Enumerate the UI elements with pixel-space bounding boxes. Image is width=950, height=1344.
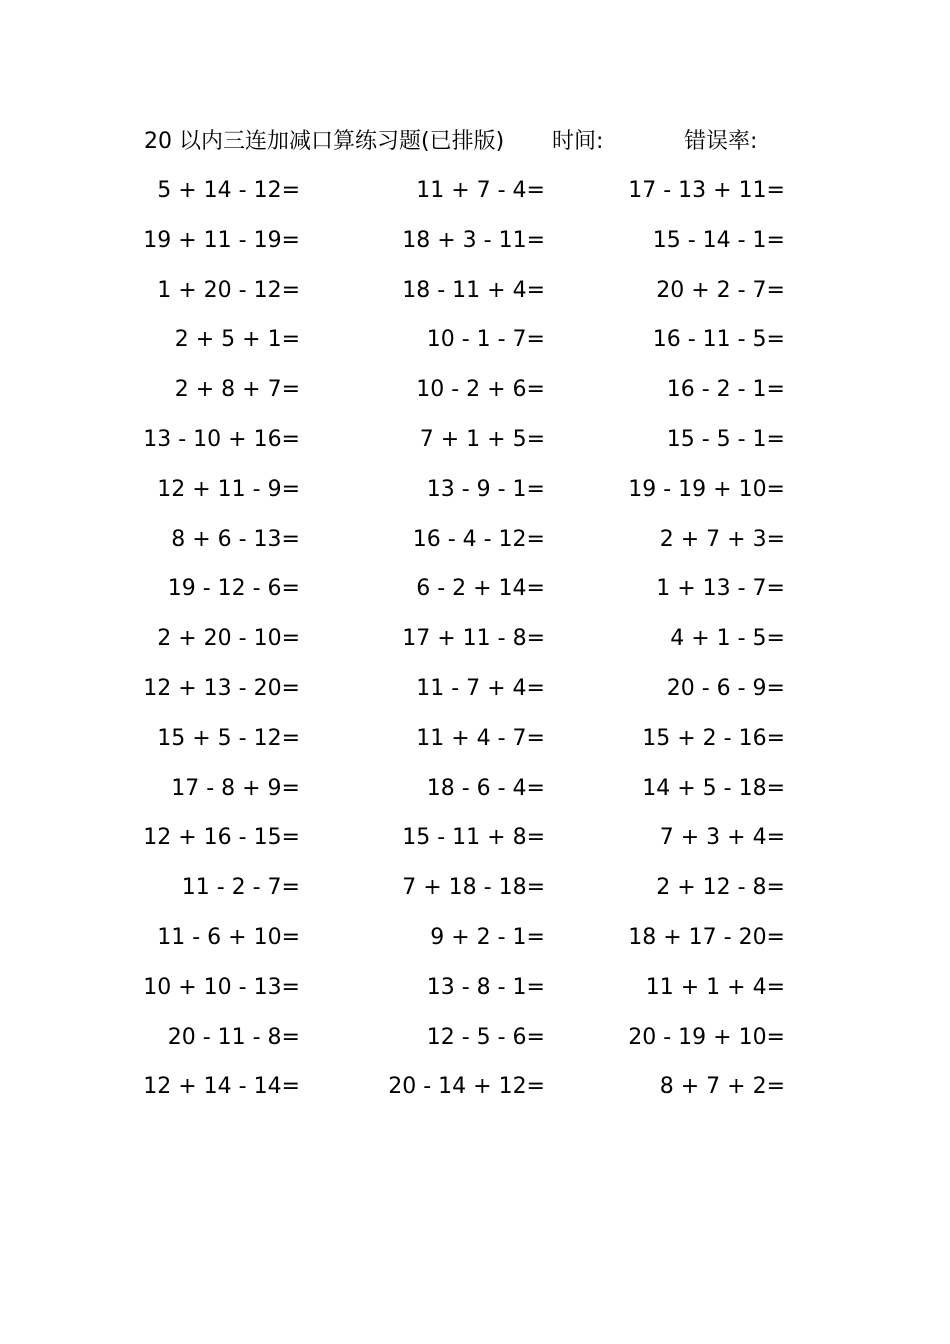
problem-grid bbox=[140, 174, 800, 1120]
arithmetic-problem: 19 - 12 - 6= bbox=[167, 576, 300, 602]
problem-row bbox=[140, 423, 800, 473]
arithmetic-problem: 20 - 14 + 12= bbox=[388, 1074, 545, 1100]
arithmetic-problem: 8 + 6 - 13= bbox=[171, 526, 300, 552]
arithmetic-problem: 14 + 5 - 18= bbox=[642, 775, 785, 801]
arithmetic-problem: 18 - 11 + 4= bbox=[402, 277, 545, 303]
problem-row bbox=[140, 772, 800, 822]
arithmetic-problem: 11 - 7 + 4= bbox=[416, 675, 545, 701]
arithmetic-problem: 11 + 7 - 4= bbox=[416, 178, 545, 203]
arithmetic-problem: 15 + 2 - 16= bbox=[642, 725, 785, 751]
problem-row bbox=[140, 722, 800, 772]
arithmetic-problem: 4 + 1 - 5= bbox=[670, 626, 785, 652]
arithmetic-problem: 18 - 6 - 4= bbox=[426, 775, 545, 801]
arithmetic-problem: 7 + 1 + 5= bbox=[419, 426, 545, 452]
arithmetic-problem: 16 - 11 - 5= bbox=[652, 327, 785, 353]
problem-row bbox=[140, 473, 800, 523]
problem-row bbox=[140, 1070, 800, 1120]
arithmetic-problem: 20 + 2 - 7= bbox=[656, 277, 785, 303]
time-label: 时间: bbox=[552, 129, 604, 154]
arithmetic-problem: 12 + 14 - 14= bbox=[143, 1074, 300, 1100]
arithmetic-problem: 7 + 3 + 4= bbox=[659, 825, 785, 851]
arithmetic-problem: 7 + 18 - 18= bbox=[402, 875, 545, 901]
problem-row bbox=[140, 821, 800, 871]
arithmetic-problem: 15 + 5 - 12= bbox=[157, 725, 300, 751]
problem-row bbox=[140, 224, 800, 274]
problem-row bbox=[140, 323, 800, 373]
worksheet-title: 20 以内三连加减口算练习题(已排版) bbox=[144, 129, 505, 154]
arithmetic-problem: 2 + 12 - 8= bbox=[656, 875, 785, 901]
arithmetic-problem: 20 - 6 - 9= bbox=[666, 675, 785, 701]
arithmetic-problem: 10 - 2 + 6= bbox=[416, 377, 545, 403]
arithmetic-problem: 10 + 10 - 13= bbox=[143, 974, 300, 1000]
arithmetic-problem: 2 + 5 + 1= bbox=[174, 327, 300, 353]
arithmetic-problem: 1 + 13 - 7= bbox=[656, 576, 785, 602]
arithmetic-problem: 17 + 11 - 8= bbox=[402, 626, 545, 652]
arithmetic-problem: 17 - 13 + 11= bbox=[628, 178, 785, 203]
arithmetic-problem: 11 - 2 - 7= bbox=[181, 875, 300, 901]
arithmetic-problem: 11 - 6 + 10= bbox=[157, 924, 300, 950]
worksheet-header bbox=[144, 126, 804, 158]
arithmetic-problem: 9 + 2 - 1= bbox=[430, 924, 545, 950]
problem-row bbox=[140, 971, 800, 1021]
arithmetic-problem: 17 - 8 + 9= bbox=[171, 775, 300, 801]
arithmetic-problem: 15 - 11 + 8= bbox=[402, 825, 545, 851]
arithmetic-problem: 2 + 20 - 10= bbox=[157, 626, 300, 652]
arithmetic-problem: 13 - 10 + 16= bbox=[143, 426, 300, 452]
error-rate-label: 错误率: bbox=[684, 129, 758, 154]
arithmetic-problem: 15 - 5 - 1= bbox=[666, 426, 785, 452]
problem-row bbox=[140, 871, 800, 921]
problem-row bbox=[140, 1021, 800, 1071]
arithmetic-problem: 13 - 9 - 1= bbox=[426, 476, 545, 502]
arithmetic-problem: 11 + 1 + 4= bbox=[645, 974, 785, 1000]
arithmetic-problem: 12 - 5 - 6= bbox=[426, 1024, 545, 1050]
arithmetic-problem: 1 + 20 - 12= bbox=[157, 277, 300, 303]
arithmetic-problem: 8 + 7 + 2= bbox=[659, 1074, 785, 1100]
arithmetic-problem: 2 + 8 + 7= bbox=[174, 377, 300, 403]
arithmetic-problem: 20 - 19 + 10= bbox=[628, 1024, 785, 1050]
arithmetic-problem: 12 + 13 - 20= bbox=[143, 675, 300, 701]
problem-row bbox=[140, 622, 800, 672]
arithmetic-problem: 18 + 17 - 20= bbox=[628, 924, 785, 950]
arithmetic-problem: 19 - 19 + 10= bbox=[628, 476, 785, 502]
problem-row bbox=[140, 174, 800, 224]
problem-row bbox=[140, 921, 800, 971]
arithmetic-problem: 15 - 14 - 1= bbox=[652, 227, 785, 253]
arithmetic-problem: 20 - 11 - 8= bbox=[167, 1024, 300, 1050]
problem-row bbox=[140, 523, 800, 573]
arithmetic-problem: 16 - 2 - 1= bbox=[666, 377, 785, 403]
problem-row bbox=[140, 274, 800, 324]
arithmetic-problem: 13 - 8 - 1= bbox=[426, 974, 545, 1000]
arithmetic-problem: 2 + 7 + 3= bbox=[659, 526, 785, 552]
arithmetic-problem: 18 + 3 - 11= bbox=[402, 227, 545, 253]
arithmetic-problem: 12 + 16 - 15= bbox=[143, 825, 300, 851]
arithmetic-problem: 5 + 14 - 12= bbox=[157, 178, 300, 203]
arithmetic-problem: 6 - 2 + 14= bbox=[416, 576, 545, 602]
arithmetic-problem: 12 + 11 - 9= bbox=[157, 476, 300, 502]
problem-row bbox=[140, 373, 800, 423]
problem-row bbox=[140, 572, 800, 622]
arithmetic-problem: 11 + 4 - 7= bbox=[416, 725, 545, 751]
arithmetic-problem: 19 + 11 - 19= bbox=[143, 227, 300, 253]
arithmetic-problem: 10 - 1 - 7= bbox=[426, 327, 545, 353]
arithmetic-problem: 16 - 4 - 12= bbox=[412, 526, 545, 552]
problem-row bbox=[140, 672, 800, 722]
